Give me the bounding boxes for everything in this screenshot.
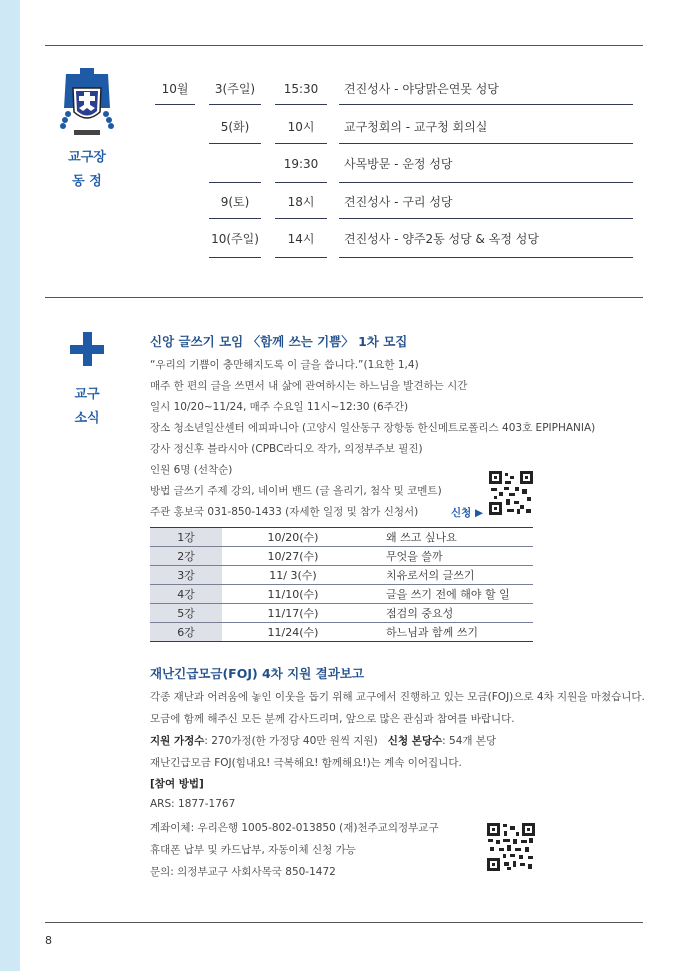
participation-heading: [참여 방법] — [150, 778, 204, 790]
row-divider — [339, 257, 633, 258]
writing-group-line: 주관 홍보국 031-850-1433 (자세한 일정 및 참가 신청서) — [150, 506, 419, 518]
middle-divider — [45, 297, 643, 298]
bank-account: 계좌이체: 우리은행 1005-802-013850 (재)천주교의정부교구 — [150, 822, 439, 834]
row-divider — [339, 218, 633, 219]
plus-icon-vertical — [83, 332, 92, 366]
table-row — [150, 604, 533, 623]
topic-cell: 점검의 중요성 — [364, 604, 533, 623]
row-divider — [209, 257, 261, 258]
payment-options: 휴대폰 납부 및 카드납부, 자동이체 신청 가능 — [150, 844, 356, 856]
schedule-month: 10월 — [161, 82, 189, 96]
topic-cell: 하느님과 함께 쓰기 — [364, 623, 533, 642]
bishop-coat-of-arms-icon — [58, 68, 116, 138]
row-divider — [339, 143, 633, 144]
contact-info: 문의: 의정부교구 사회사목국 850-1472 — [150, 866, 336, 878]
signup-qr-code-icon[interactable] — [489, 471, 533, 515]
writing-group-heading: 신앙 글쓰기 모임 〈함께 쓰는 기쁨〉 1차 모집 — [150, 334, 408, 349]
topic-cell: 왜 쓰고 싶나요 — [364, 528, 533, 547]
writing-group-line: 강사 정신후 블라시아 (CPBC라디오 작가, 의정부주보 필진) — [150, 443, 423, 455]
table-row — [150, 623, 533, 642]
schedule-time: 10시 — [287, 120, 315, 134]
schedule-date: 10(주일) — [211, 232, 259, 246]
foj-report-line: 모금에 함께 해주신 모든 분께 감사드리며, 앞으로 많은 관심과 참여를 바랍니다. — [150, 713, 515, 725]
news-section-subtitle: 소식 — [74, 411, 100, 426]
writing-group-line: 매주 한 편의 글을 쓰면서 내 삶에 관여하시는 하느님을 발견하는 시간 — [150, 380, 468, 392]
page-number: 8 — [45, 934, 52, 947]
donation-qr-code-icon[interactable] — [487, 823, 535, 871]
table-row — [150, 528, 533, 547]
schedule-time: 14시 — [287, 232, 315, 246]
row-divider — [339, 182, 633, 183]
schedule-time: 15:30 — [283, 82, 319, 96]
session-cell: 3강 — [150, 566, 222, 585]
topic-cell: 치유로서의 글쓰기 — [364, 566, 533, 585]
schedule-time: 19:30 — [283, 157, 319, 171]
row-divider — [209, 218, 261, 219]
writing-group-line: 장소 청소년일산센터 에피파니아 (고양시 일산동구 장항동 한신메트로폴리스 403호 EPIPHANIA) — [150, 422, 596, 434]
schedule-event: 견진성사 - 야당맑은연못 성당 — [344, 82, 499, 96]
news-section-title: 교구 — [74, 387, 100, 402]
writing-group-line: 인원 6명 (선착순) — [150, 464, 233, 476]
topic-cell: 글을 쓰기 전에 해야 할 일 — [364, 585, 533, 604]
schedule-event: 사목방문 - 운정 성당 — [344, 157, 453, 171]
writing-group-line: 일시 10/20~11/24, 매주 수요일 11시~12:30 (6주간) — [150, 401, 409, 413]
row-divider — [275, 218, 327, 219]
schedule-date: 9(토) — [220, 195, 250, 209]
foj-support-counts — [150, 733, 496, 748]
foj-report-line: 각종 재난과 어려움에 놓인 이웃을 돕기 위해 교구에서 진행하고 있는 모금(FOJ)으로 4차 지원을 마쳤습니다. — [150, 691, 645, 703]
session-cell: 2강 — [150, 547, 222, 566]
date-cell: 10/20(수) — [222, 528, 364, 547]
schedule-section-subtitle: 동 정 — [72, 174, 102, 189]
row-divider — [209, 143, 261, 144]
schedule-time: 18시 — [287, 195, 315, 209]
date-cell: 10/27(수) — [222, 547, 364, 566]
month-underline — [155, 104, 195, 105]
session-cell: 6강 — [150, 623, 222, 642]
households-value: : 270가정(한 가정당 40만 원씩 지원) — [204, 735, 378, 747]
row-divider — [275, 257, 327, 258]
schedule-section-title: 교구장 — [68, 150, 106, 165]
foj-report-line: 재난긴급모금 FOJ(힘내요! 극복해요! 함께해요!)는 계속 이어집니다. — [150, 757, 462, 769]
topic-cell: 무엇을 쓸까 — [364, 547, 533, 566]
row-divider — [339, 104, 633, 105]
date-cell: 11/10(수) — [222, 585, 364, 604]
signup-link[interactable]: 신청 ▶ — [451, 507, 484, 519]
schedule-date: 3(주일) — [214, 82, 256, 96]
parishes-value: : 54개 본당 — [442, 735, 497, 747]
writing-group-line: “우리의 기쁨이 충만해지도록 이 글을 씁니다.”(1요한 1,4) — [150, 359, 419, 371]
bottom-divider — [45, 922, 643, 923]
row-divider — [275, 143, 327, 144]
households-label: 지원 가정수 — [150, 735, 205, 747]
schedule-event: 교구청회의 - 교구청 회의실 — [344, 120, 488, 134]
row-divider — [209, 182, 261, 183]
row-divider — [209, 104, 261, 105]
date-cell: 11/24(수) — [222, 623, 364, 642]
schedule-date: 5(화) — [220, 120, 250, 134]
schedule-event: 견진성사 - 구리 성당 — [344, 195, 453, 209]
ars-number: ARS: 1877-1767 — [150, 798, 236, 810]
row-divider — [275, 104, 327, 105]
course-schedule-table — [150, 527, 533, 642]
row-divider — [275, 182, 327, 183]
schedule-event: 견진성사 - 양주2동 성당 & 옥정 성당 — [344, 232, 539, 246]
session-cell: 4강 — [150, 585, 222, 604]
foj-report-heading: 재난긴급모금(FOJ) 4차 지원 결과보고 — [150, 666, 364, 681]
writing-group-line: 방법 글쓰기 주제 강의, 네이버 밴드 (글 올리기, 첨삭 및 코멘트) — [150, 485, 442, 497]
parishes-label: 신청 본당수 — [387, 735, 443, 747]
session-cell: 5강 — [150, 604, 222, 623]
top-divider — [45, 45, 643, 46]
left-color-band — [0, 0, 20, 971]
table-row — [150, 547, 533, 566]
session-cell: 1강 — [150, 528, 222, 547]
table-row — [150, 585, 533, 604]
table-row — [150, 566, 533, 585]
date-cell: 11/ 3(수) — [222, 566, 364, 585]
date-cell: 11/17(수) — [222, 604, 364, 623]
